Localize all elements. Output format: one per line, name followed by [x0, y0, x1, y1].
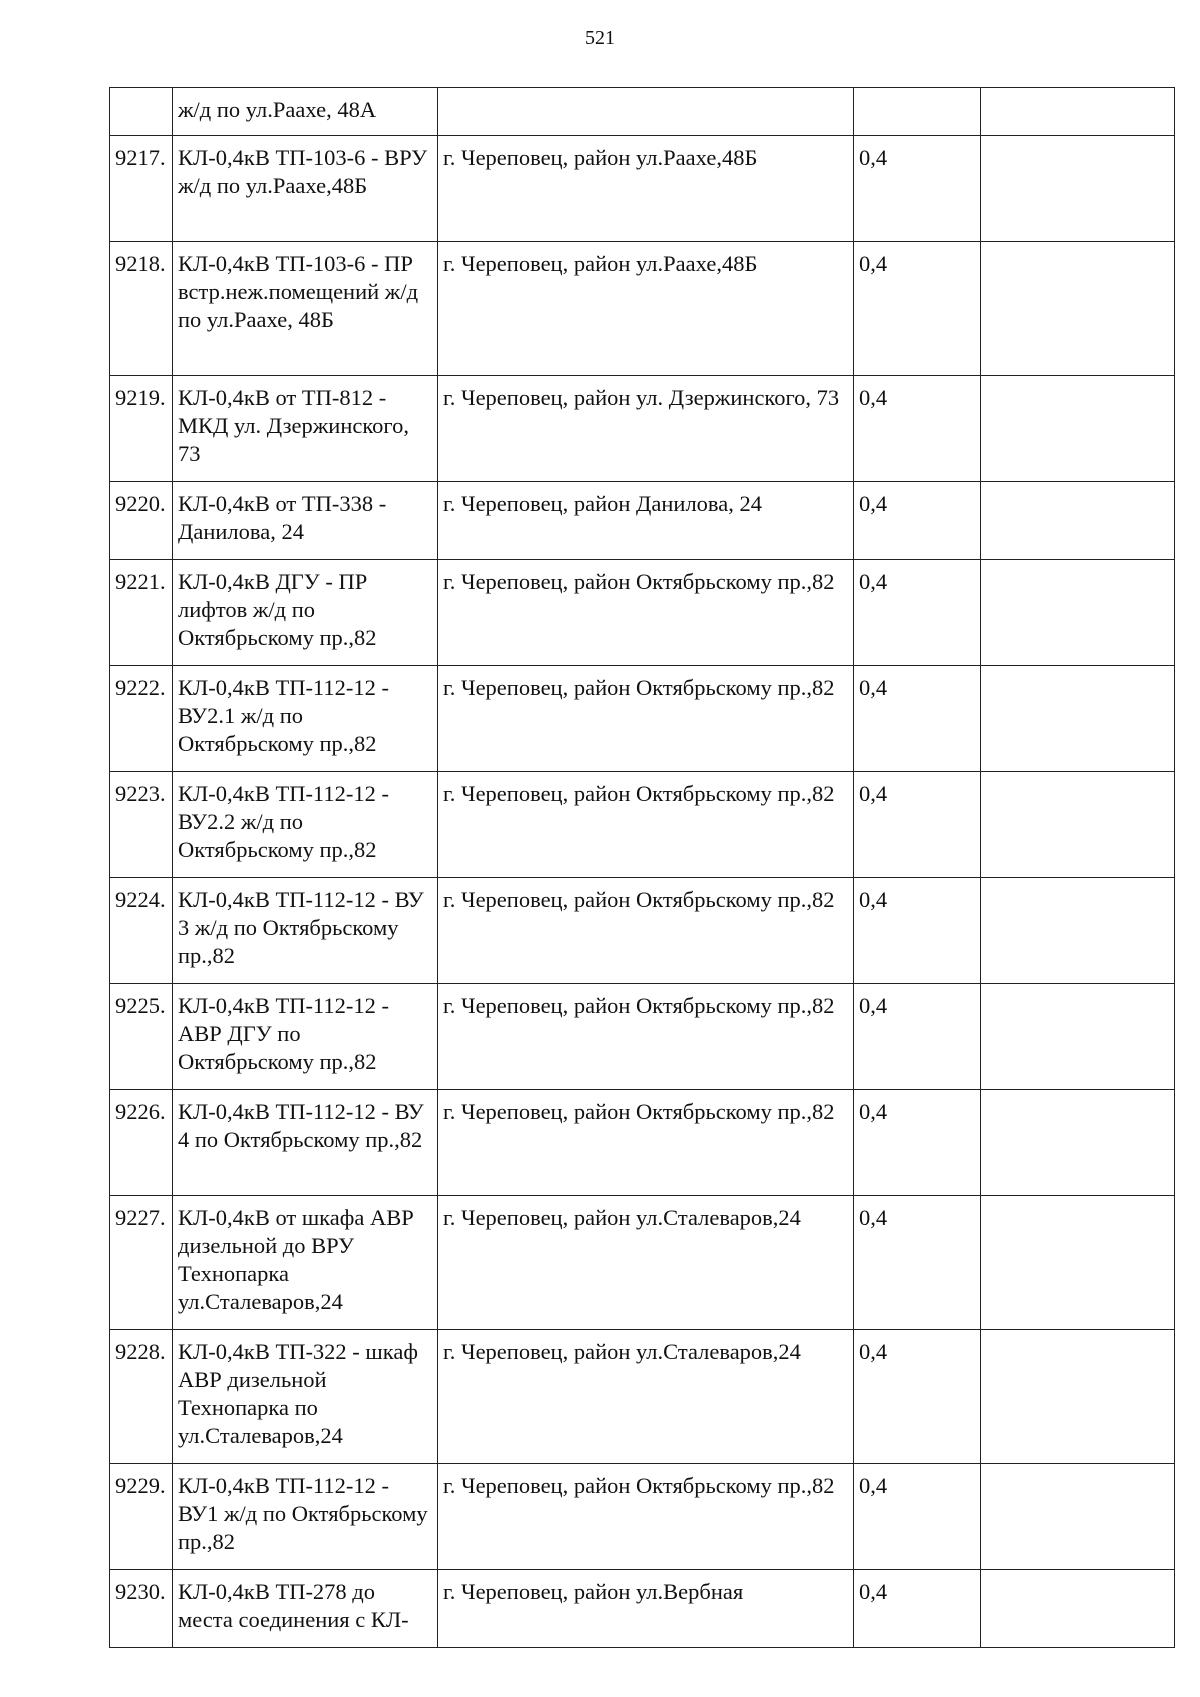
- row-number: 9221.: [110, 560, 173, 666]
- table-row: [110, 984, 1175, 1090]
- table-row: [110, 772, 1175, 878]
- extra-cell: [981, 1464, 1175, 1570]
- line-voltage: 0,4: [854, 878, 981, 984]
- page-number: 521: [585, 27, 615, 49]
- line-name: ж/д по ул.Раахе, 48А: [173, 88, 438, 136]
- line-name: КЛ-0,4кВ ТП-112-12 - ВУ2.2 ж/д по Октябрьскому пр.,82: [173, 772, 438, 878]
- line-voltage: 0,4: [854, 666, 981, 772]
- extra-cell: [981, 878, 1175, 984]
- table-row: [110, 482, 1175, 560]
- line-name: КЛ-0,4кВ ТП-112-12 - ВУ 3 ж/д по Октябрьскому пр.,82: [173, 878, 438, 984]
- row-number: 9220.: [110, 482, 173, 560]
- line-name: КЛ-0,4кВ ТП-112-12 - ВУ 4 по Октябрьскому пр.,82: [173, 1090, 438, 1196]
- row-number: 9228.: [110, 1330, 173, 1464]
- registry-table: [109, 87, 1175, 1648]
- line-name: КЛ-0,4кВ ТП-112-12 - ВУ2.1 ж/д по Октябрьскому пр.,82: [173, 666, 438, 772]
- line-location: г. Череповец, район ул.Раахе,48Б: [438, 136, 854, 242]
- row-number: 9229.: [110, 1464, 173, 1570]
- extra-cell: [981, 136, 1175, 242]
- table-row: [110, 1330, 1175, 1464]
- line-location: г. Череповец, район ул.Сталеваров,24: [438, 1196, 854, 1330]
- extra-cell: [981, 242, 1175, 376]
- line-location: г. Череповец, район ул. Дзержинского, 73: [438, 376, 854, 482]
- line-location: г. Череповец, район Октябрьскому пр.,82: [438, 1090, 854, 1196]
- extra-cell: [981, 376, 1175, 482]
- extra-cell: [981, 1196, 1175, 1330]
- line-voltage: 0,4: [854, 1570, 981, 1648]
- table-row: [110, 88, 1175, 136]
- line-voltage: 0,4: [854, 242, 981, 376]
- extra-cell: [981, 560, 1175, 666]
- table-row: [110, 376, 1175, 482]
- line-location: г. Череповец, район Данилова, 24: [438, 482, 854, 560]
- table-row: [110, 560, 1175, 666]
- extra-cell: [981, 1330, 1175, 1464]
- table-row: [110, 1196, 1175, 1330]
- line-location: г. Череповец, район Октябрьскому пр.,82: [438, 984, 854, 1090]
- table-row: [110, 1090, 1175, 1196]
- line-location: г. Череповец, район Октябрьскому пр.,82: [438, 666, 854, 772]
- extra-cell: [981, 88, 1175, 136]
- line-location: г. Череповец, район ул.Раахе,48Б: [438, 242, 854, 376]
- row-number: [110, 88, 173, 136]
- line-location: г. Череповец, район ул.Вербная: [438, 1570, 854, 1648]
- line-location: [438, 88, 854, 136]
- row-number: 9225.: [110, 984, 173, 1090]
- row-number: 9226.: [110, 1090, 173, 1196]
- table-row: [110, 878, 1175, 984]
- line-voltage: 0,4: [854, 1196, 981, 1330]
- table-row: [110, 666, 1175, 772]
- row-number: 9223.: [110, 772, 173, 878]
- row-number: 9230.: [110, 1570, 173, 1648]
- line-voltage: 0,4: [854, 1464, 981, 1570]
- line-voltage: 0,4: [854, 984, 981, 1090]
- line-name: КЛ-0,4кВ ТП-322 - шкаф АВР дизельной Технопарка по ул.Сталеваров,24: [173, 1330, 438, 1464]
- table-row: [110, 242, 1175, 376]
- table-row: [110, 1570, 1175, 1648]
- extra-cell: [981, 772, 1175, 878]
- line-name: КЛ-0,4кВ ТП-103-6 - ПР встр.неж.помещений ж/д по ул.Раахе, 48Б: [173, 242, 438, 376]
- line-location: г. Череповец, район Октябрьскому пр.,82: [438, 772, 854, 878]
- line-name: КЛ-0,4кВ от ТП-812 - МКД ул. Дзержинского, 73: [173, 376, 438, 482]
- line-name: КЛ-0,4кВ ТП-112-12 - АВР ДГУ по Октябрьскому пр.,82: [173, 984, 438, 1090]
- line-name: КЛ-0,4кВ ТП-103-6 - ВРУ ж/д по ул.Раахе,48Б: [173, 136, 438, 242]
- line-name: КЛ-0,4кВ ДГУ - ПР лифтов ж/д по Октябрьскому пр.,82: [173, 560, 438, 666]
- line-voltage: 0,4: [854, 482, 981, 560]
- row-number: 9219.: [110, 376, 173, 482]
- extra-cell: [981, 1570, 1175, 1648]
- line-voltage: 0,4: [854, 376, 981, 482]
- line-voltage: 0,4: [854, 772, 981, 878]
- line-voltage: 0,4: [854, 136, 981, 242]
- extra-cell: [981, 666, 1175, 772]
- line-location: г. Череповец, район Октябрьскому пр.,82: [438, 878, 854, 984]
- extra-cell: [981, 1090, 1175, 1196]
- row-number: 9218.: [110, 242, 173, 376]
- extra-cell: [981, 482, 1175, 560]
- table-row: [110, 136, 1175, 242]
- line-voltage: 0,4: [854, 1330, 981, 1464]
- line-voltage: 0,4: [854, 1090, 981, 1196]
- row-number: 9222.: [110, 666, 173, 772]
- row-number: 9217.: [110, 136, 173, 242]
- line-name: КЛ-0,4кВ от ТП-338 - Данилова, 24: [173, 482, 438, 560]
- line-voltage: [854, 88, 981, 136]
- line-location: г. Череповец, район Октябрьскому пр.,82: [438, 1464, 854, 1570]
- row-number: 9227.: [110, 1196, 173, 1330]
- line-name: КЛ-0,4кВ ТП-278 до места соединения с КЛ-: [173, 1570, 438, 1648]
- row-number: 9224.: [110, 878, 173, 984]
- line-location: г. Череповец, район Октябрьскому пр.,82: [438, 560, 854, 666]
- line-location: г. Череповец, район ул.Сталеваров,24: [438, 1330, 854, 1464]
- line-name: КЛ-0,4кВ ТП-112-12 - ВУ1 ж/д по Октябрьскому пр.,82: [173, 1464, 438, 1570]
- line-name: КЛ-0,4кВ от шкафа АВР дизельной до ВРУ Технопарка ул.Сталеваров,24: [173, 1196, 438, 1330]
- extra-cell: [981, 984, 1175, 1090]
- table-row: [110, 1464, 1175, 1570]
- line-voltage: 0,4: [854, 560, 981, 666]
